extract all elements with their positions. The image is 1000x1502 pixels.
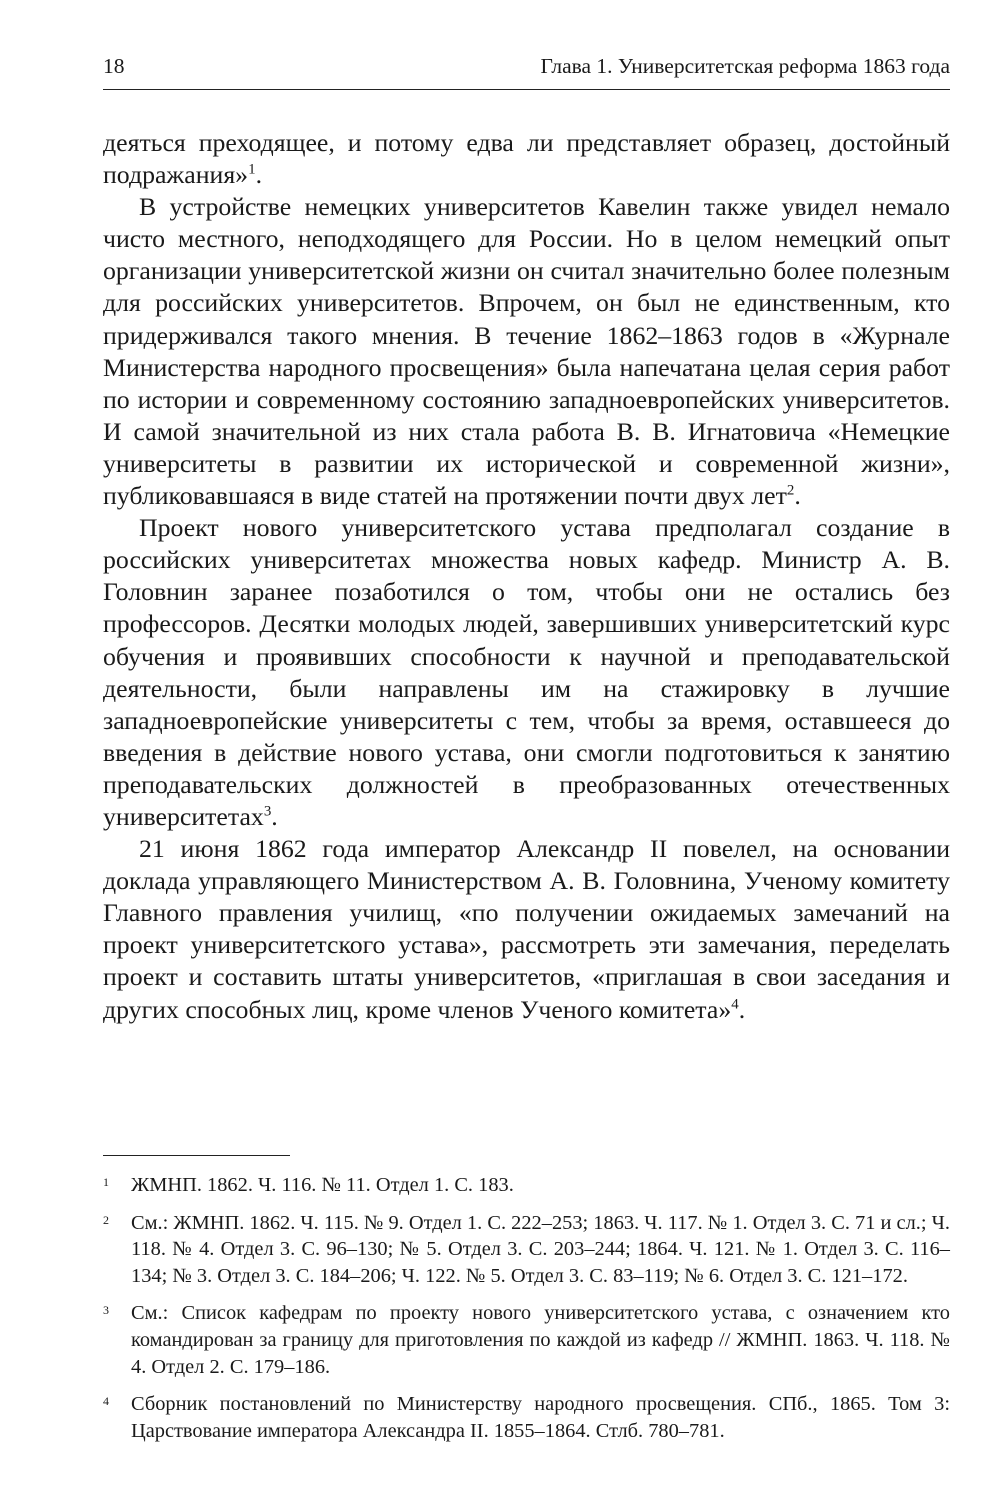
footnote-2 — [103, 1210, 950, 1290]
footnote-3 — [103, 1300, 950, 1380]
footnote-number: 4 — [103, 1394, 109, 1409]
paragraph-1: деяться преходящее, и потому едва ли представляет образец, достойный подражания»$^1$. — [103, 128, 950, 190]
footnote-number: 1 — [103, 1175, 109, 1189]
footnote-ref: 1 — [248, 161, 256, 178]
paragraph-text: 21 июня 1862 года император Александр II повелел, на основании доклада управляющего Министерством А. В. Головнина, Ученому комитету Главного правления училищ, «по получении ожидаемых замечаний на проект университетского устава», рассмотреть эти замечания, переделать проект и составить штаты университетов, «приглашая в свои заседания и других способных лиц, кроме членов Ученого комитета» — [103, 834, 950, 1024]
footnote-number: 3 — [103, 1303, 109, 1318]
main-text — [103, 127, 950, 1026]
paragraph-text: В устройстве немецких университетов Кавелин также увидел немало чисто местного, неподходящего для России. Но в целом немецкий опыт организации университетской жизни он считал значительно более полезным для российских университетов. Впрочем, он был не единственным, кто придерживался такого мнения. В течение 1862–1863 годов в «Журнале Министерства народного просвещения» была напечатана целая серия работ по истории и современному состоянию западноевропейских университетов. И самой значительной из них стала работа В. В. Игнатовича «Немецкие университеты в развитии их исторической и современной жизни», публиковавшаяся в виде статей на протяжении почти двух лет — [103, 192, 950, 511]
footnote-number: 2 — [103, 1212, 109, 1227]
paragraph-3: Проект нового университетского устава предполагал создание в российских университетах множества новых кафедр. Министр А. В. Головнин заранее позаботился о том, чтобы они не остались без профессоров. Десятки молодых людей, завершивших университетский курс обучения и проявивших способности к научной и преподавательской деятельности, были направлены им на стажировку в лучшие западноевропейские университеты с тем, чтобы за время, оставшееся до введения в действие нового устава, они смогли подготовиться к занятию преподавательских должностей в преобразованных отечественных университетах$^3$. — [103, 513, 950, 831]
page-number: 18 — [103, 54, 125, 78]
footnote-text: Сборник постановлений по Министерству народного просвещения. СПб., 1865. Том 3: Царствование императора Александра II. 1855–1864. Стлб. 780–781. — [131, 1393, 950, 1442]
footnote-ref: 2 — [786, 482, 795, 499]
footnote-ref: 4 — [731, 995, 739, 1012]
footnote-rule — [103, 1155, 290, 1156]
footnote-text: См.: ЖМНП. 1862. Ч. 115. № 9. Отдел 1. С. 222–253; 1863. Ч. 117. № 1. Отдел 3. С. 71 и сл.; Ч. 118. № 4. Отдел 3. С. 96–130; № 5. Отдел 3. С. 203–244; 1864. Ч. 121. № 1. Отдел 3. С. 116–134; № 3. Отдел 3. С. 184–206; Ч. 122. № 5. Отдел 3. С. 83–119; № 6. Отдел 3. С. 121–172. — [131, 1211, 950, 1287]
footnotes — [103, 1172, 950, 1455]
paragraph-2: В устройстве немецких университетов Кавелин также увидел немало чисто местного, неподходящего для России. Но в целом немецкий опыт организации университетской жизни он считал значительно более полезным для российских университетов. Впрочем, он был не единственным, кто придерживался такого мнения. В течение 1862–1863 годов в «Журнале Министерства народного просвещения» была напечатана целая серия работ по истории и современному состоянию западноевропейских университетов. И самой значительной из них стала работа В. В. Игнатовича «Немецкие университеты в развитии их исторической и современной жизни», публиковавшаяся в виде статей на протяжении почти двух лет$^2$. — [103, 192, 950, 511]
footnote-4 — [103, 1391, 950, 1444]
footnote-text: См.: Список кафедрам по проекту нового университетского устава, с означением кто командирован за границу для приготовления по каждой из кафедр // ЖМНП. 1863. Ч. 118. № 4. Отдел 2. С. 179–186. — [131, 1302, 950, 1378]
footnote-1 — [103, 1172, 950, 1199]
footnote-text: ЖМНП. 1862. Ч. 116. № 11. Отдел 1. С. 183. — [131, 1174, 514, 1196]
running-title: Глава 1. Университетская реформа 1863 года — [540, 54, 950, 78]
paragraph-text: деяться преходящее, и потому едва ли представляет образец, достойный подражания» — [103, 128, 950, 190]
header-rule — [103, 89, 950, 90]
footnote-ref: 3 — [263, 803, 272, 820]
paragraph-text: Проект нового университетского устава предполагал создание в российских университетах множества новых кафедр. Министр А. В. Головнин заранее позаботился о том, чтобы они не остались без профессоров. Десятки молодых людей, завершивших университетский курс обучения и проявивших способности к научной и преподавательской деятельности, были направлены им на стажировку в лучшие западноевропейские университеты с тем, чтобы за время, оставшееся до введения в действие нового устава, они смогли подготовиться к занятию преподавательских должностей в преобразованных отечественных университетах — [103, 513, 950, 831]
paragraph-4: 21 июня 1862 года император Александр II повелел, на основании доклада управляющего Министерством А. В. Головнина, Ученому комитету Главного правления училищ, «по получении ожидаемых замечаний на проект университетского устава», рассмотреть эти замечания, переделать проект и составить штаты университетов, «приглашая в свои заседания и других способных лиц, кроме членов Ученого комитета»$^4$. — [103, 834, 950, 1024]
running-header — [103, 52, 950, 80]
